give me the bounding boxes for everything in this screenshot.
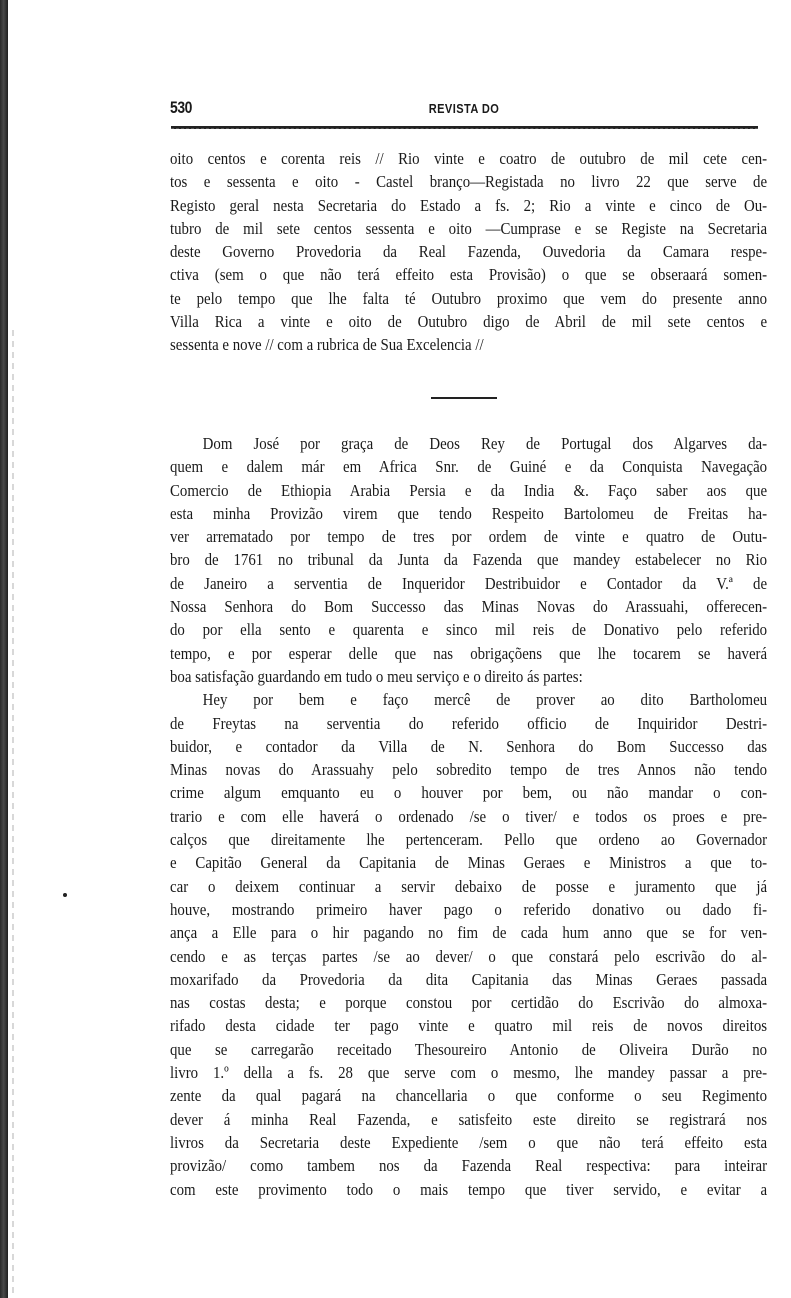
text-line: Villa Rica a vinte e oito de Outubro digo de Abril de mil sete centos e [170,312,768,332]
text-line: quem e dalem már em Africa Snr. de Guiné e da Conquista Navegação [170,457,768,477]
text-line: ança a Elle para o hir pagando no fim de cada hum anno que se for ven- [170,923,768,943]
text-line: buidor, e contador da Villa de N. Senhora do Bom Successo das [170,736,768,756]
text-line: moxarifado da Provedoria da dita Capitania das Minas Geraes passada [170,969,768,989]
header-rule [171,126,758,129]
text-line: calços que direitamente lhe pertenceram. Pello que ordeno ao Governador [170,830,768,850]
text-line: dever á minha Real Fazenda, e satisfeito este direito se registrará nos [170,1109,768,1129]
text-line: rifado desta cidade ter pago vinte e quatro mil reis de novos direitos [170,1016,768,1036]
text-line: te pelo tempo que lhe falta té Outubro proximo que vem do presente anno [170,288,768,308]
text-line: boa satisfação guardando em tudo o meu serviço e o direito ás partes: [170,666,583,686]
text-line: Nossa Senhora do Bom Successo das Minas Novas do Arassuahi, offerecen- [170,597,768,617]
text-line: esta minha Provizão virem que tendo Respeito Bartolomeu de Freitas ha- [170,503,768,523]
text-line: de Freytas na serventia do referido officio de Inquiridor Destri- [170,713,768,733]
text-line: nas costas desta; e porque constou por certidão do Escrivão do almoxa- [170,993,768,1013]
page-gutter-shadow [12,330,14,1298]
text-line: tempo, e por esperar delle que nas obrigaçõens que lhe tocarem se haverá [170,643,768,663]
text-line: trario e com elle haverá o ordenado /se o tiver/ e todos os proes e pre- [170,806,768,826]
text-line: que se carregarão receitado Thesoureiro Antonio de Oliveira Durão no [170,1039,768,1059]
text-line: oito centos e corenta reis // Rio vinte e coatro de outubro de mil cete cen- [170,149,768,168]
text-line: sessenta e nove // com a rubrica de Sua Excelencia // [170,335,484,355]
text-line: tubro de mil sete centos sessenta e oito —Cumprase e se Registe na Secretaria [170,218,768,238]
text-line: provizão/ como tambem nos da Fazenda Real respectiva: para inteirar [170,1156,768,1176]
text-line: Minas novas do Arassuahy pelo sobredito tempo de tres Annos não tendo [170,760,768,780]
text-line: houve, mostrando primeiro haver pago o referido donativo ou dado fi- [170,899,768,919]
text-line: livro 1.º della a fs. 28 que serve com o mesmo, lhe mandey passar a pre- [170,1063,768,1083]
text-line: ver arrematado por tempo de tres por ordem de vinte e quatro de Outu- [170,527,768,547]
text-line: de Janeiro a serventia de Inqueridor Destribuidor e Contador da V.ª de [170,573,768,593]
running-title: REVISTA DO [428,101,500,116]
section-separator [431,397,497,399]
paragraph-closing-provision [170,147,767,357]
print-speck [63,893,67,897]
text-line: livros da Secretaria deste Expediente /sem o que não terá effeito esta [170,1132,768,1152]
text-line: tos e sessenta e oito - Castel branço—Registada no livro 22 que serve de [170,172,768,192]
text-line: bro de 1761 no tribunal da Junta da Fazenda que mandey estabelecer no Rio [170,550,768,570]
text-line: do por ella sento e quarenta e sinco mil reis de Donativo pelo referido [170,620,768,640]
page-header [170,98,758,120]
text-line: ctiva (sem o que não terá effeito esta Provisão) o que se obseraará somen- [170,265,768,285]
text-line: Comercio de Ethiopia Arabia Persia e da India &. Faço saber aos que [170,480,768,500]
text-line: Hey por bem e faço mercê de prover ao dito Bartholomeu [202,690,768,710]
text-line: Dom José por graça de Deos Rey de Portugal dos Algarves da- [202,434,768,453]
text-line: crime algum emquanto eu o houver por bem, ou não mandar o con- [170,783,768,803]
text-line: cendo e as terças partes /se ao dever/ o que constará pelo escrivão do al- [170,946,768,966]
text-line: car o deixem continuar a servir debaixo de posse e juramento que já [170,876,768,896]
text-line: e Capitão General da Capitania de Minas Geraes e Ministros a que to- [170,853,768,873]
text-line: com este provimento todo o mais tempo que tiver servido, e evitar a [170,1179,768,1199]
paragraph-royal-provision [170,432,767,1201]
text-line: Registo geral nesta Secretaria do Estado a fs. 2; Rio a vinte e cinco de Ou- [170,195,768,215]
book-binding-edge [0,0,8,1298]
text-line: deste Governo Provedoria da Real Fazenda, Ouvedoria da Camara respe- [170,242,768,262]
text-line: zente da qual pagará na chancellaria o que conforme o seu Regimento [170,1086,768,1106]
page-number: 530 [170,98,193,117]
